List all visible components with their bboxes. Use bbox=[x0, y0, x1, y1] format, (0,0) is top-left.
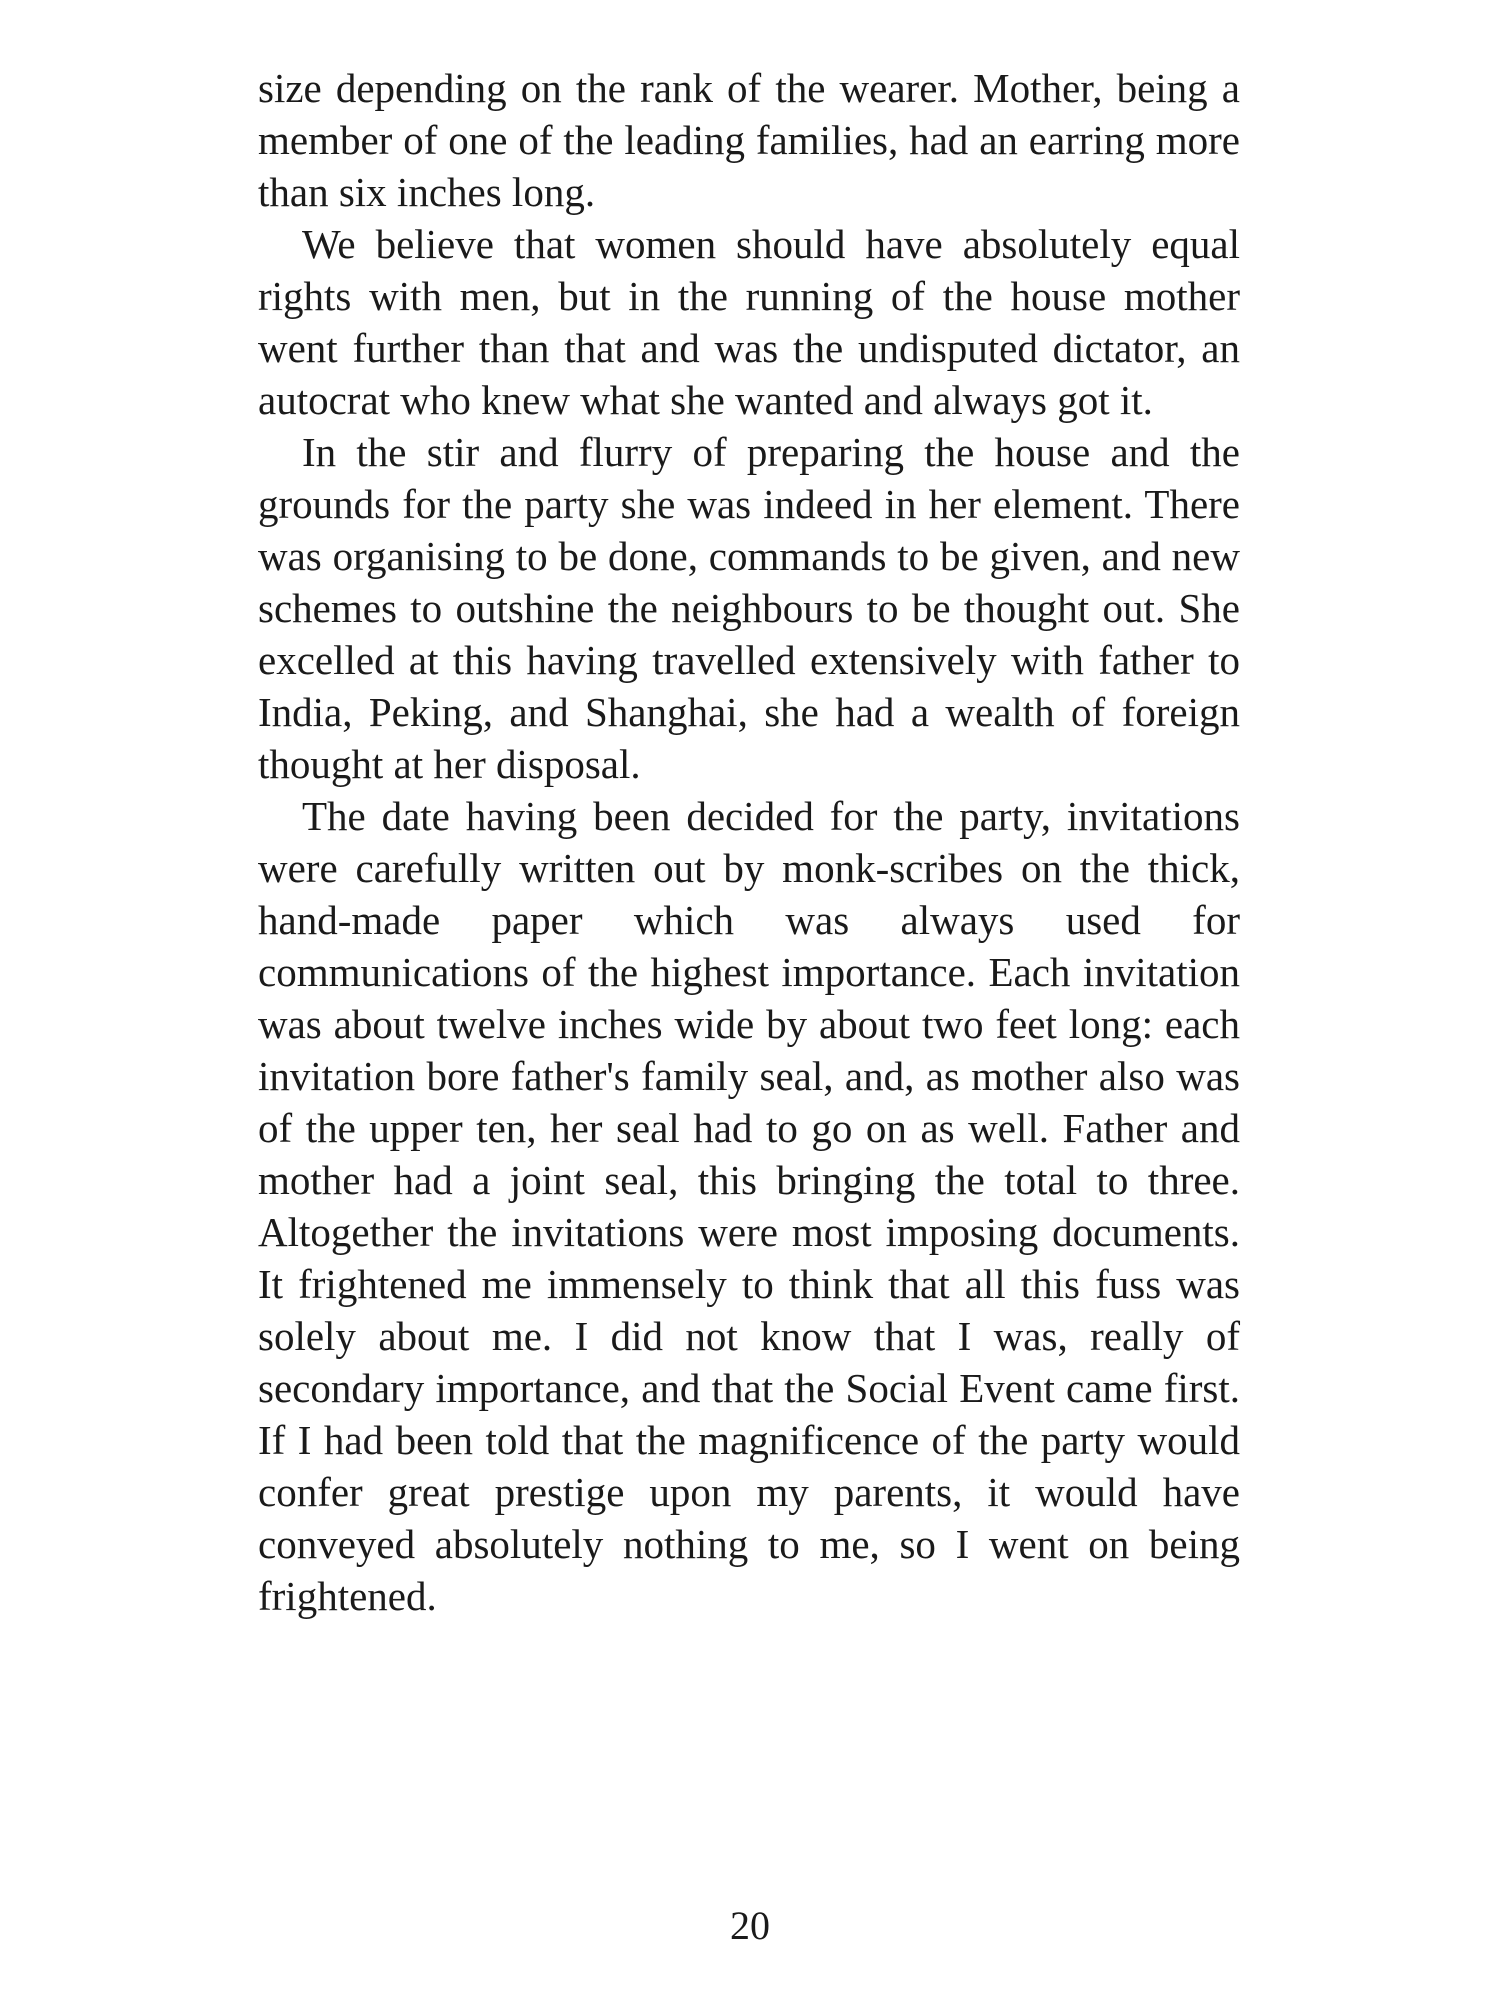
paragraph-2: We believe that women should have absolutely equal rights with men, but in the running of the house mother went further than that and was the undisputed dictator, an autocrat who knew what she wanted and always got it. bbox=[258, 221, 1240, 423]
paragraph-3: In the stir and flurry of preparing the house and the grounds for the party she was indeed in her element. There was organising to be done, commands to be given, and new schemes to outshine the neighbours to be thought out. She excelled at this having travelled extensively with father to India, Peking, and Shanghai, she had a wealth of foreign thought at her disposal. bbox=[258, 429, 1240, 787]
paragraph-1: size depending on the rank of the wearer. Mother, being a member of one of the leading families, had an earring more than six inches long. bbox=[258, 65, 1240, 215]
paragraph-4: The date having been decided for the party, invitations were carefully written out by monk-scribes on the thick, hand-made paper which was always used for communications of the highest importance. Each invitation was about twelve inches wide by about two feet long: each invitation bore father's family seal, and, as mother also was of the upper ten, her seal had to go on as well. Father and mother had a joint seal, this bringing the total to three. Altogether the invitations were most imposing documents. It frightened me immensely to think that all this fuss was solely about me. I did not know that I was, really of secondary importance, and that the Social Event came first. If I had been told that the magnificence of the party would confer great prestige upon my parents, it would have conveyed absolutely nothing to me, so I went on being frightened. bbox=[258, 793, 1240, 1619]
page-number: 20 bbox=[730, 1903, 770, 1948]
page-text-body bbox=[258, 62, 1240, 1622]
